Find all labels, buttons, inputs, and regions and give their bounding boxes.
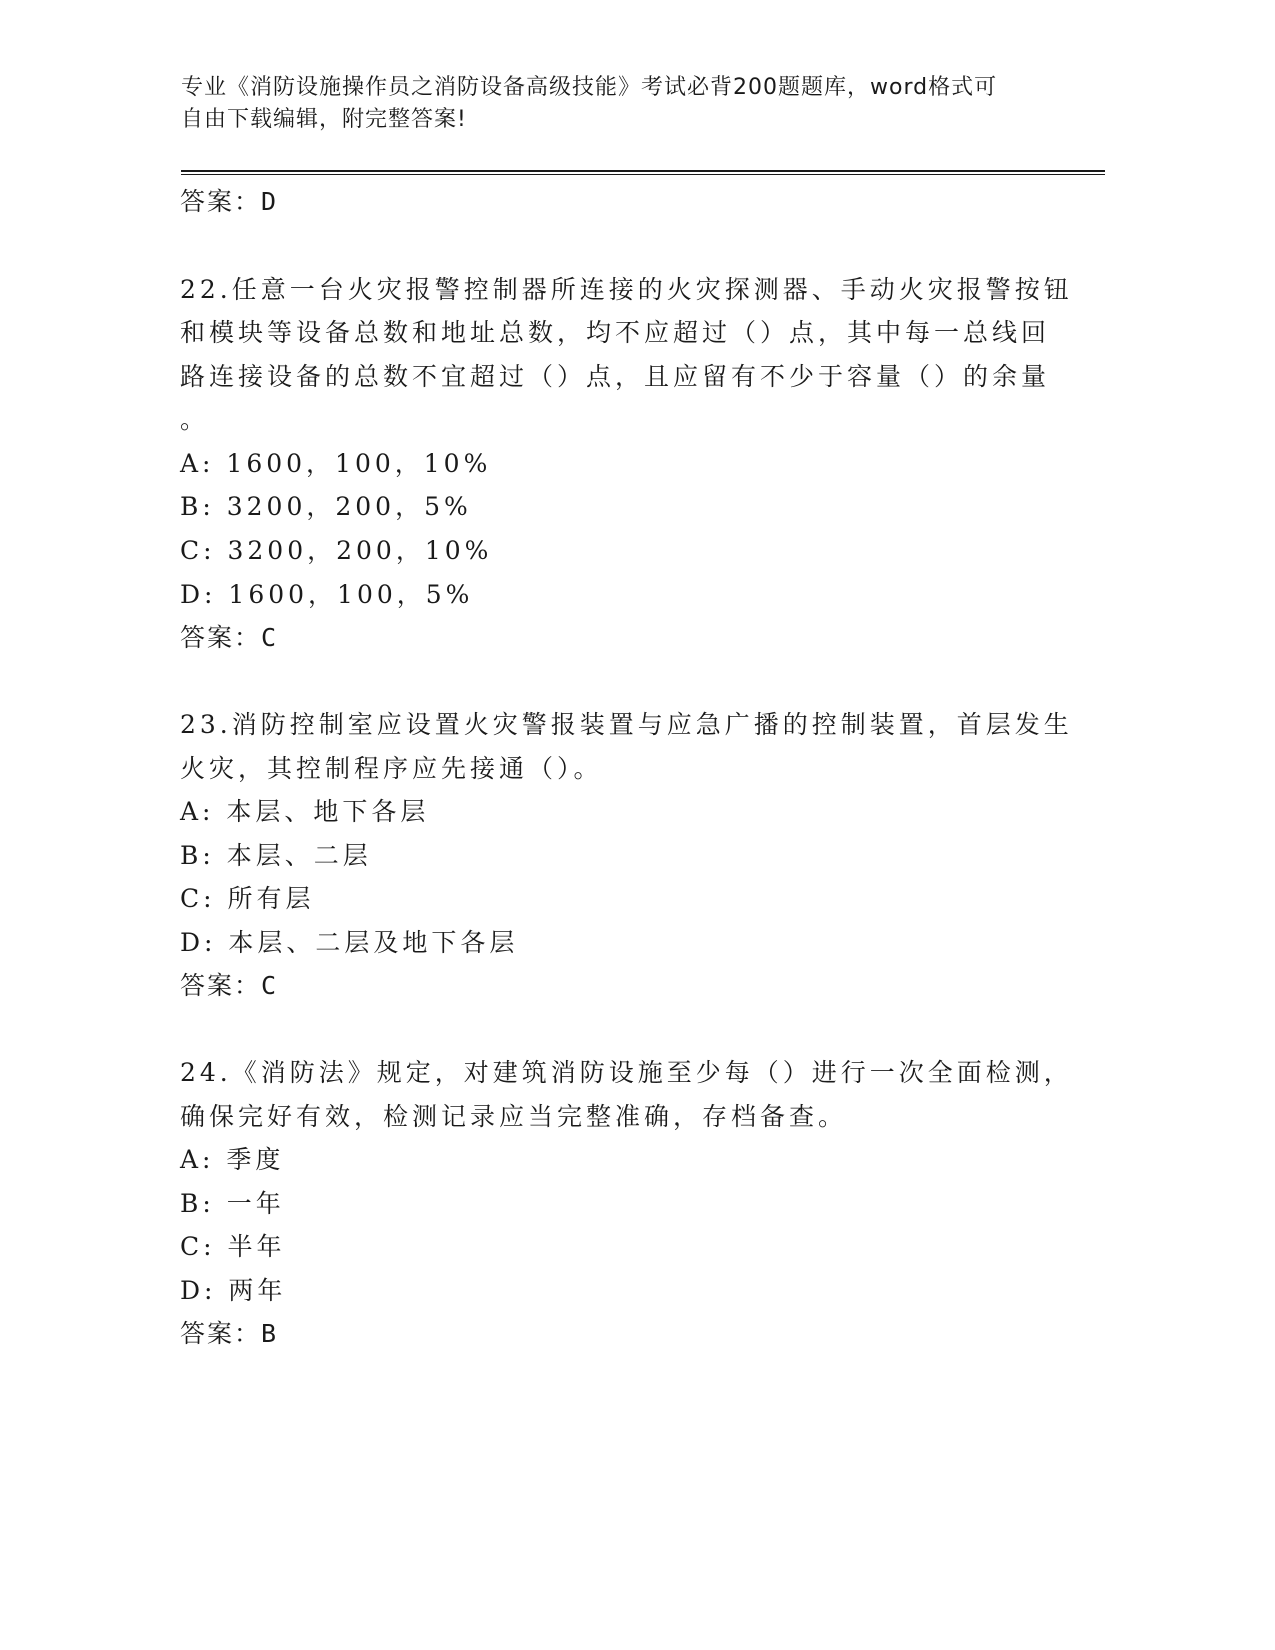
option-a: A: 季度 <box>180 1145 285 1174</box>
option-b: B: 3200，200，5% <box>180 492 472 521</box>
answer-value: B <box>261 1319 277 1348</box>
option-d: D: 两年 <box>180 1276 287 1305</box>
document-header <box>181 72 1041 136</box>
question-text-line: 路连接设备的总数不宜超过（）点，且应留有不少于容量（）的余量 <box>180 362 1051 391</box>
question-text-line: 火灾，其控制程序应先接通（）。 <box>180 754 603 783</box>
answer-value: C <box>261 623 277 652</box>
answer-line <box>180 623 276 653</box>
question-text-line: 23.消防控制室应设置火灾警报装置与应急广播的控制装置，首层发生 <box>180 710 1073 739</box>
option-b: B: 一年 <box>180 1189 285 1218</box>
question-text-line: 和模块等设备总数和地址总数，均不应超过（）点，其中每一总线回 <box>180 318 1051 347</box>
answer-label: 答案： <box>180 971 262 1000</box>
answer-label: 答案： <box>180 1319 262 1348</box>
answer-label: 答案： <box>180 187 262 216</box>
option-c: C: 所有层 <box>180 884 315 913</box>
answer-line <box>180 1319 276 1349</box>
question-text-line: 24.《消防法》规定，对建筑消防设施至少每（）进行一次全面检测， <box>180 1058 1073 1087</box>
question-text-line: 22.任意一台火灾报警控制器所连接的火灾探测器、手动火灾报警按钮 <box>180 275 1073 304</box>
header-line-1: 专业《消防设施操作员之消防设备高级技能》考试必背200题题库，word格式可 <box>181 75 998 100</box>
answer-value: C <box>261 971 277 1000</box>
question-text-line: 确保完好有效，检测记录应当完整准确，存档备查。 <box>180 1102 848 1131</box>
option-a: A: 1600，100，10% <box>180 449 492 478</box>
option-d: D: 1600，100，5% <box>180 580 474 609</box>
answer-line <box>180 187 276 217</box>
answer-line <box>180 971 276 1001</box>
answer-value: D <box>261 187 277 216</box>
question-text-line: 。 <box>180 405 210 434</box>
option-c: C: 半年 <box>180 1232 286 1261</box>
option-d: D: 本层、二层及地下各层 <box>180 928 519 957</box>
answer-label: 答案： <box>180 623 262 652</box>
option-c: C: 3200，200，10% <box>180 536 493 565</box>
header-divider <box>181 170 1105 175</box>
option-a: A: 本层、地下各层 <box>180 797 430 826</box>
header-line-2: 自由下载编辑，附完整答案! <box>181 107 467 132</box>
option-b: B: 本层、二层 <box>180 841 372 870</box>
